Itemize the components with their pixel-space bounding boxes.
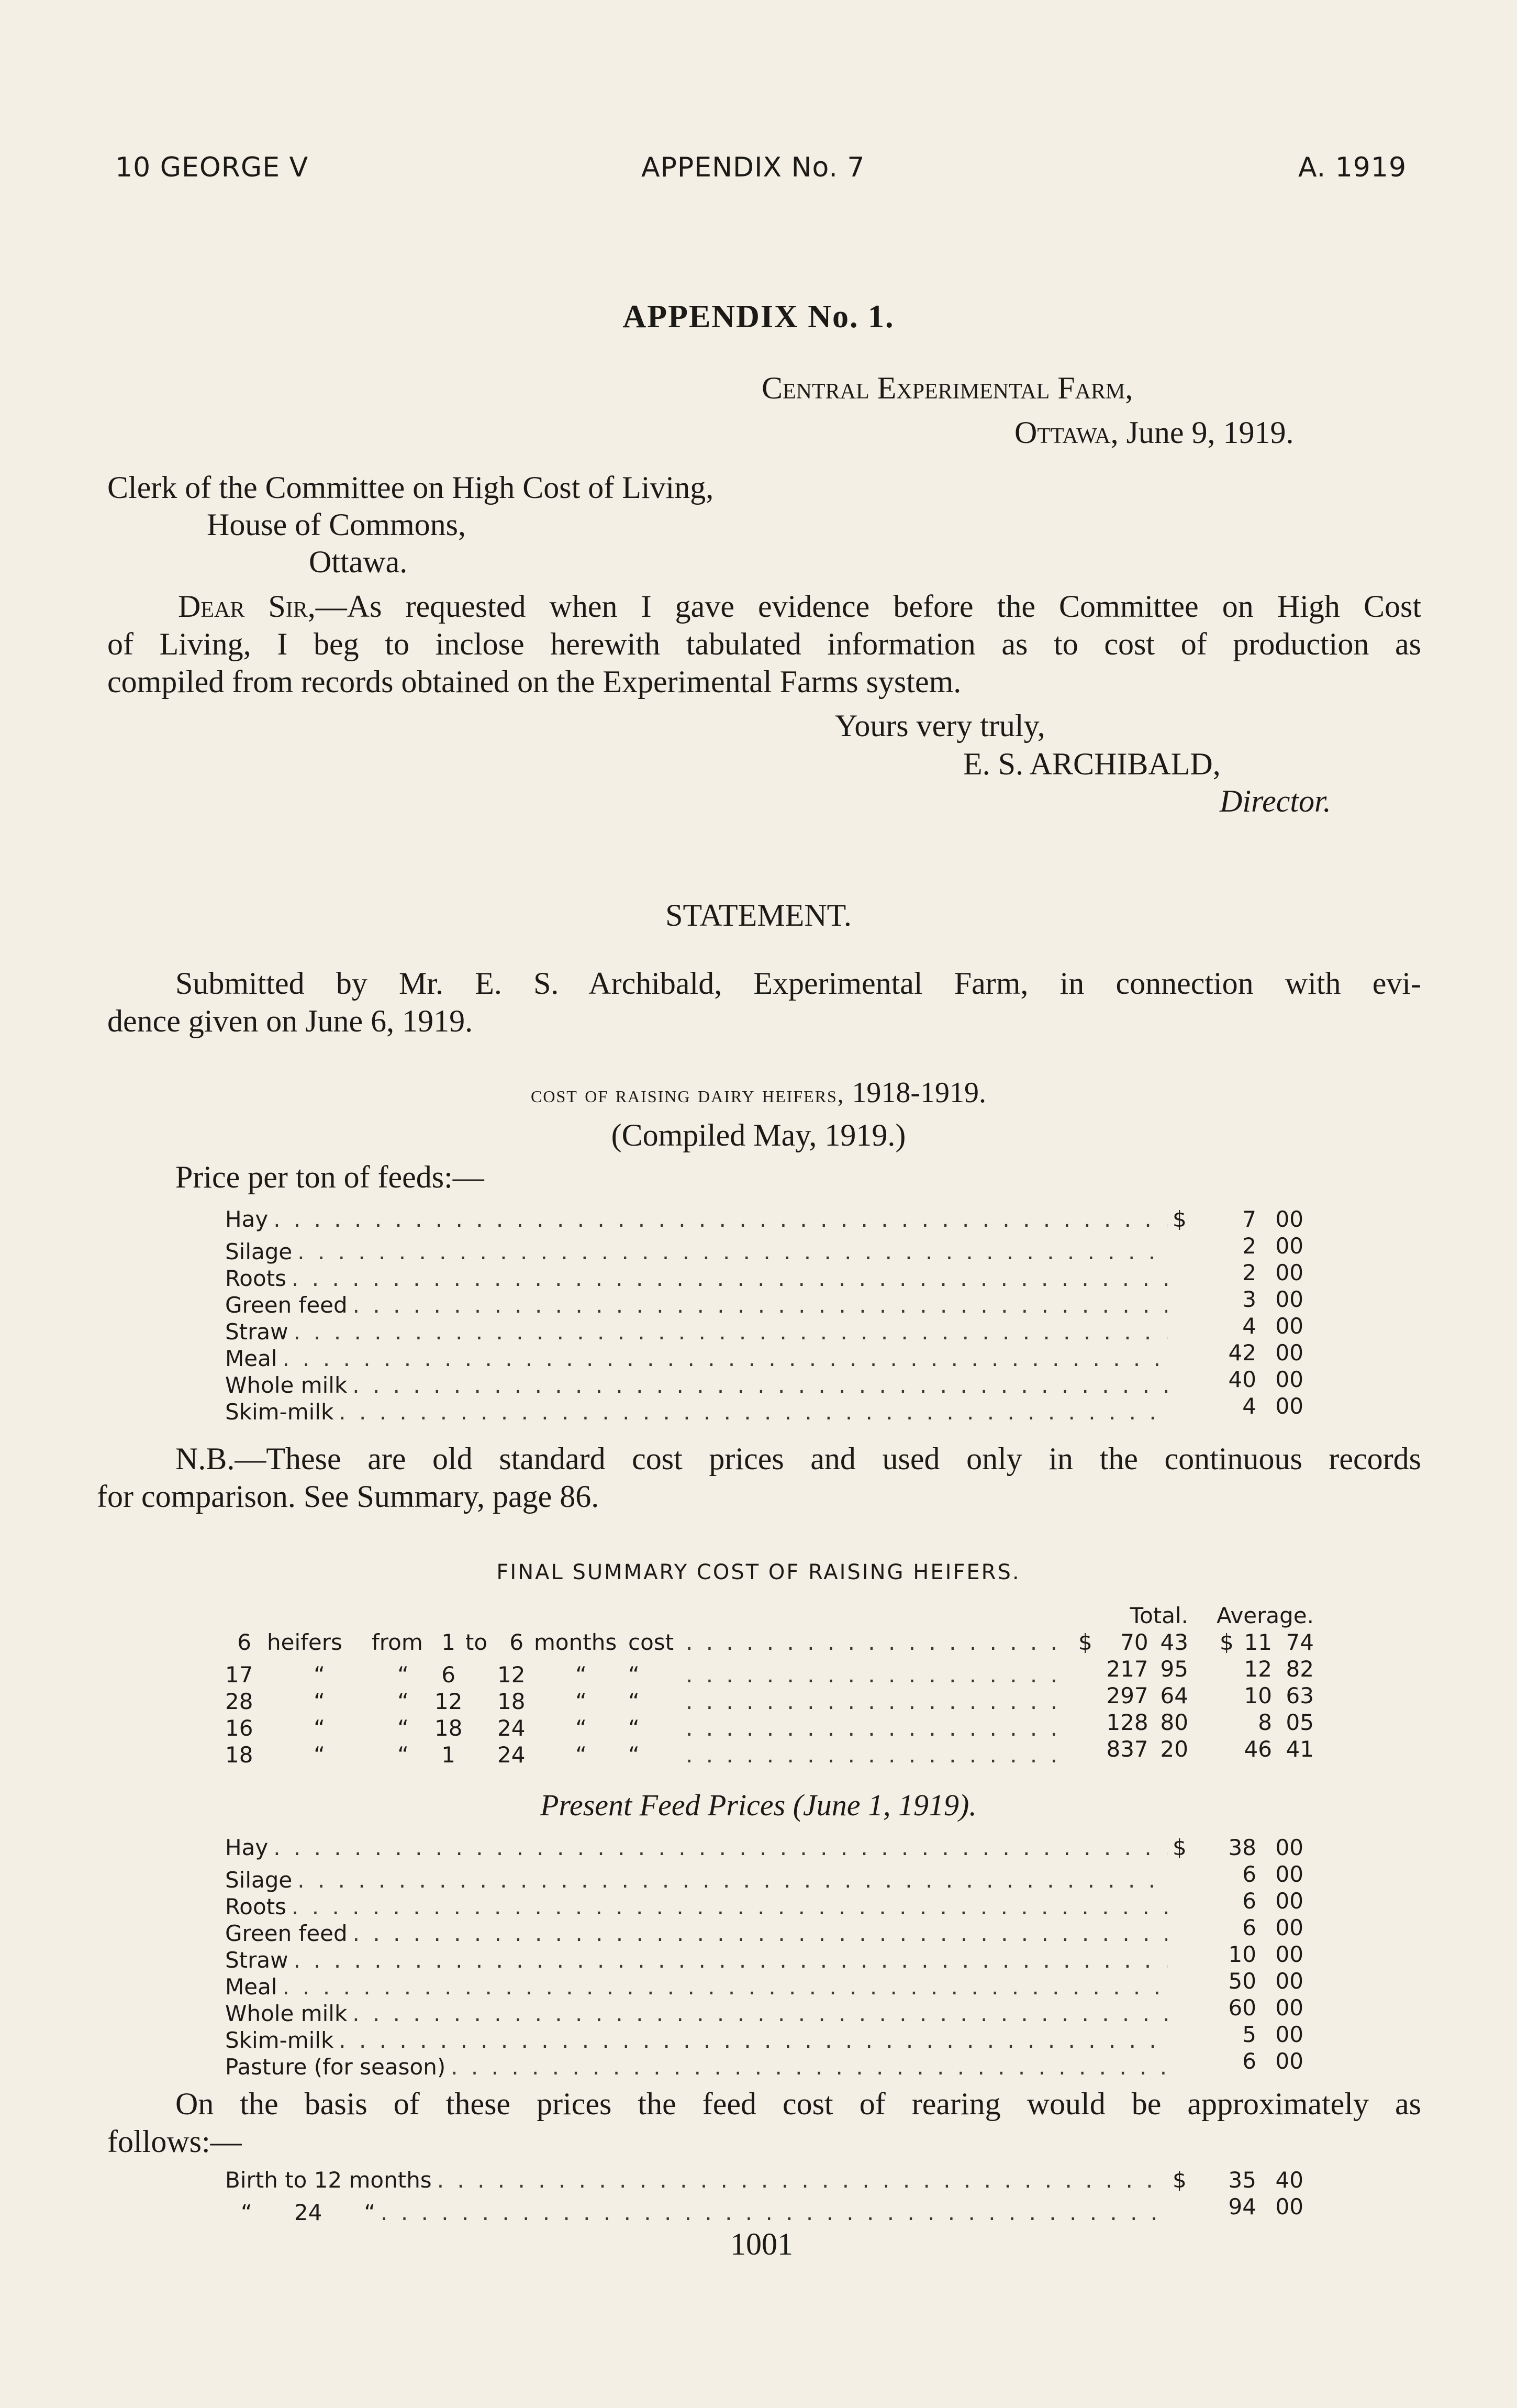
- note-paragraph: [97, 1440, 1421, 1515]
- list-item: [225, 2193, 1303, 2225]
- dollar-sign: [1173, 1861, 1220, 1888]
- price-cents: 00: [1275, 1888, 1303, 1914]
- rearing-period-label: “ 24 “: [241, 2200, 376, 2225]
- average-dollars: 8: [1258, 1710, 1272, 1735]
- price-dollars: 4: [1242, 1393, 1256, 1419]
- dollar-sign: [1173, 1286, 1220, 1313]
- average-dollars: 46: [1244, 1736, 1272, 1762]
- average-column-header: Average.: [1217, 1603, 1314, 1628]
- price-cents: 00: [1275, 1861, 1303, 1887]
- table-row: [225, 1629, 1314, 1656]
- total-cost: [1078, 1709, 1188, 1736]
- dollar-sign: $: [1220, 1629, 1234, 1655]
- letter-body-line3: compiled from records obtained on the Experimental Farms system.: [107, 664, 962, 699]
- ditto-mark: “: [628, 1742, 640, 1768]
- ditto-mark: “: [575, 1689, 587, 1714]
- heifer-count: 18: [225, 1742, 253, 1768]
- ditto-mark: “: [628, 1715, 640, 1741]
- feed-price: [1173, 1888, 1303, 1914]
- list-item: [225, 1834, 1303, 1861]
- total-dollars: 837: [1106, 1736, 1148, 1762]
- letter-closing: Yours very truly,: [835, 708, 1045, 743]
- average-cents: 82: [1286, 1656, 1314, 1682]
- feed-price: [1173, 1259, 1303, 1286]
- cost-dollars: 35: [1228, 2167, 1256, 2193]
- basis-paragraph: [107, 2085, 1421, 2160]
- dollar-sign: [1173, 2021, 1220, 2048]
- statement-intro-line2: dence given on June 6, 1919.: [107, 1004, 473, 1038]
- dollar-sign: [1173, 1968, 1220, 1994]
- feed-label: Silage: [225, 1867, 293, 1893]
- price-cents: 00: [1275, 1367, 1303, 1392]
- cost-section-title: [0, 1076, 1517, 1109]
- list-item: [225, 1206, 1303, 1233]
- dollar-sign: [1078, 1709, 1098, 1736]
- leader-dots: [381, 2199, 1167, 2226]
- heifers-word: heifers: [267, 1629, 342, 1655]
- ditto-mark: “: [397, 1689, 409, 1714]
- total-cost: [1078, 1682, 1188, 1709]
- total-cents: 64: [1160, 1683, 1188, 1708]
- price-dollars: 6: [1242, 1861, 1256, 1887]
- leader-dots: [353, 1292, 1167, 1318]
- average-cents: 74: [1286, 1629, 1314, 1655]
- dollar-sign: $: [1173, 2167, 1187, 2193]
- dollar-sign: [1173, 1941, 1220, 1968]
- dollar-sign: [1173, 1994, 1220, 2021]
- feed-price: [1173, 2048, 1303, 2074]
- price-cents: 00: [1275, 1233, 1303, 1259]
- price-cents: 00: [1275, 1968, 1303, 1994]
- leader-dots: [686, 1688, 1063, 1715]
- price-dollars: 5: [1242, 2022, 1256, 2047]
- age-from: 12: [434, 1689, 463, 1714]
- dollar-sign: [1173, 1914, 1220, 1941]
- price-cents: 00: [1275, 1835, 1303, 1860]
- leader-dots: [297, 1867, 1167, 1893]
- dollar-sign: $: [1173, 1206, 1187, 1232]
- average-cents: 63: [1286, 1683, 1314, 1708]
- age-from: 1: [441, 1629, 455, 1655]
- dollar-sign: [1173, 1259, 1220, 1286]
- leader-dots: [282, 1973, 1167, 2000]
- feed-price: [1173, 1206, 1303, 1233]
- dollar-sign: [1173, 1366, 1220, 1393]
- leader-dots: [352, 2000, 1167, 2027]
- running-header-center: APPENDIX No. 7: [641, 152, 865, 183]
- letter-body-line2: of Living, I beg to inclose herewith tabulated information as to cost of production as: [107, 627, 1421, 661]
- dollar-sign: [1220, 1682, 1241, 1709]
- feed-price: [1173, 1968, 1303, 1994]
- ditto-mark: “: [575, 1662, 587, 1688]
- ditto-mark: “: [575, 1742, 587, 1768]
- price-cents: 00: [1275, 2022, 1303, 2047]
- old-feed-price-list: [225, 1206, 1303, 1425]
- leader-dots: [273, 1834, 1167, 1861]
- list-item: [225, 1861, 1303, 1893]
- feed-price: [1173, 2021, 1303, 2048]
- statement-intro-line1: Submitted by Mr. E. S. Archibald, Experimental Farm, in connection with evi-: [175, 966, 1421, 1001]
- dollar-sign: [1173, 1233, 1220, 1259]
- feed-label: Pasture (for season): [225, 2054, 446, 2080]
- cost-section-title-years: 1918-1919.: [844, 1077, 986, 1109]
- list-item: [225, 2167, 1303, 2193]
- running-header-right: A. 1919: [1298, 152, 1407, 183]
- price-dollars: 40: [1228, 1367, 1256, 1392]
- feed-price: [1173, 1286, 1303, 1313]
- note-line2: for comparison. See Summary, page 86.: [97, 1479, 599, 1514]
- price-dollars: 2: [1242, 1233, 1256, 1259]
- age-from: 1: [441, 1742, 455, 1768]
- price-cents: 00: [1275, 1340, 1303, 1366]
- leader-dots: [339, 1399, 1167, 1425]
- price-dollars: 60: [1228, 1995, 1256, 2021]
- rearing-cost: [1173, 2193, 1303, 2220]
- dollar-sign: [1078, 1656, 1098, 1682]
- heifer-count: 28: [225, 1689, 253, 1714]
- feed-label: Hay: [225, 1835, 269, 1860]
- list-item: [225, 1233, 1303, 1264]
- feed-price: [1173, 1914, 1303, 1941]
- basis-line2: follows:—: [107, 2124, 242, 2159]
- price-cents: 00: [1275, 1206, 1303, 1232]
- feed-label: Whole milk: [225, 2001, 348, 2026]
- appendix-title: APPENDIX No. 1.: [622, 299, 895, 335]
- leader-dots: [353, 1920, 1167, 1947]
- present-prices-title: Present Feed Prices (June 1, 1919).: [540, 1788, 977, 1822]
- letter-from-place: Ottawa,: [1014, 415, 1119, 450]
- feed-label: Straw: [225, 1319, 288, 1345]
- summary-title: FINAL SUMMARY COST OF RAISING HEIFERS.: [496, 1560, 1021, 1584]
- price-cents: 00: [1275, 1393, 1303, 1419]
- from-word: from: [372, 1629, 423, 1655]
- dollar-sign: [1220, 1709, 1241, 1736]
- note-line1: N.B.—These are old standard cost prices and used only in the continuous records: [175, 1441, 1421, 1476]
- leader-dots: [293, 1318, 1167, 1345]
- letter-from-line2: [1014, 414, 1294, 451]
- price-dollars: 6: [1242, 1888, 1256, 1914]
- leader-dots: [686, 1661, 1063, 1688]
- letter-body: [107, 587, 1421, 701]
- average-cents: 41: [1286, 1736, 1314, 1762]
- dollar-sign: $: [1173, 1835, 1187, 1860]
- table-row: [225, 1656, 1314, 1688]
- ditto-mark: “: [314, 1689, 325, 1714]
- price-cents: 00: [1275, 1995, 1303, 2021]
- price-dollars: 6: [1242, 1915, 1256, 1940]
- ditto-mark: “: [397, 1742, 409, 1768]
- statement-heading: STATEMENT.: [665, 898, 852, 933]
- months-word: months: [534, 1629, 617, 1655]
- ditto-mark: “: [314, 1662, 325, 1688]
- age-from: 18: [434, 1715, 463, 1741]
- cost-cents: 00: [1275, 2194, 1303, 2220]
- dollar-sign: [1220, 1656, 1241, 1682]
- rearing-cost-list: [225, 2167, 1303, 2225]
- price-dollars: 6: [1242, 2048, 1256, 2074]
- average-cost: [1188, 1656, 1314, 1682]
- age-to: 6: [509, 1629, 523, 1655]
- feed-label: Straw: [225, 1947, 288, 1973]
- feed-price: [1173, 1861, 1303, 1888]
- dollar-sign: [1173, 1888, 1220, 1914]
- heifer-count: 6: [237, 1629, 251, 1655]
- total-dollars: 70: [1120, 1629, 1148, 1655]
- summary-table: [225, 1602, 1314, 1768]
- feed-label: Meal: [225, 1346, 277, 1371]
- price-dollars: 50: [1228, 1968, 1256, 1994]
- price-dollars: 42: [1228, 1340, 1256, 1366]
- feed-price: [1173, 1233, 1303, 1259]
- average-cost: [1188, 1629, 1314, 1656]
- feed-label: Green feed: [225, 1921, 348, 1946]
- average-cost: [1188, 1736, 1314, 1762]
- letter-addressee-line3: Ottawa.: [309, 545, 408, 579]
- leader-dots: [686, 1715, 1063, 1741]
- feed-label: Meal: [225, 1974, 277, 2000]
- leader-dots: [339, 2027, 1167, 2054]
- heifer-count: 17: [225, 1662, 253, 1688]
- total-cost: [1078, 1656, 1188, 1682]
- letter-from-date: June 9, 1919.: [1118, 415, 1294, 450]
- leader-dots: [282, 1345, 1167, 1372]
- letter-signature-title: Director.: [1220, 784, 1331, 818]
- rearing-period-label: Birth to 12 months: [225, 2167, 432, 2193]
- total-cents: 80: [1160, 1710, 1188, 1735]
- feed-price: [1173, 1941, 1303, 1968]
- dollar-sign: [1220, 1736, 1241, 1762]
- price-dollars: 7: [1242, 1206, 1256, 1232]
- leader-dots: [297, 1238, 1167, 1265]
- leader-dots: [293, 1947, 1167, 1973]
- dollar-sign: [1078, 1736, 1098, 1762]
- feed-price: [1173, 1834, 1303, 1861]
- dollar-sign: [1173, 1313, 1220, 1339]
- age-to: 24: [497, 1742, 526, 1768]
- leader-dots: [292, 1893, 1167, 1920]
- total-dollars: 297: [1106, 1683, 1148, 1708]
- dollar-sign: [1173, 2048, 1220, 2074]
- total-cents: 20: [1160, 1736, 1188, 1762]
- to-word: to: [465, 1629, 488, 1655]
- feed-price: [1173, 1994, 1303, 2021]
- age-to: 12: [497, 1662, 526, 1688]
- feed-label: Green feed: [225, 1292, 348, 1318]
- feed-label: Silage: [225, 1239, 293, 1264]
- dollar-sign: [1078, 1682, 1098, 1709]
- price-cents: 00: [1275, 1915, 1303, 1940]
- price-dollars: 10: [1228, 1941, 1256, 1967]
- heifer-count: 16: [225, 1715, 253, 1741]
- letter-body-line1: [107, 587, 1421, 625]
- price-dollars: 4: [1242, 1313, 1256, 1339]
- price-cents: 00: [1275, 1286, 1303, 1312]
- feed-price: [1173, 1393, 1303, 1419]
- average-dollars: 10: [1244, 1683, 1272, 1708]
- feed-label: Whole milk: [225, 1372, 348, 1398]
- average-cents: 05: [1286, 1710, 1314, 1735]
- leader-dots: [686, 1741, 1063, 1768]
- letter-from-line1: Central Experimental Farm,: [762, 371, 1133, 405]
- leader-dots: [437, 2167, 1167, 2193]
- leader-dots: [292, 1265, 1167, 1292]
- dollar-sign: [1173, 1339, 1220, 1366]
- ditto-mark: “: [575, 1715, 587, 1741]
- ditto-mark: “: [314, 1715, 325, 1741]
- feed-price: [1173, 1339, 1303, 1366]
- leader-dots: [451, 2054, 1167, 2080]
- price-cents: 00: [1275, 2048, 1303, 2074]
- rearing-cost: [1173, 2167, 1303, 2193]
- statement-intro: [107, 964, 1421, 1040]
- leader-dots: [352, 1372, 1167, 1399]
- dollar-sign: $: [1078, 1629, 1092, 1655]
- cost-dollars: 94: [1228, 2194, 1256, 2220]
- total-cents: 43: [1160, 1629, 1188, 1655]
- letter-addressee-line2: House of Commons,: [207, 507, 466, 542]
- feed-label: Skim-milk: [225, 2027, 334, 2053]
- feed-label: Skim-milk: [225, 1399, 334, 1425]
- running-header-left: 10 GEORGE V: [115, 152, 309, 183]
- average-dollars: 11: [1244, 1629, 1272, 1655]
- ditto-mark: “: [628, 1689, 640, 1714]
- age-to: 18: [497, 1689, 526, 1714]
- total-cost: [1078, 1736, 1188, 1762]
- price-cents: 00: [1275, 1313, 1303, 1339]
- total-dollars: 217: [1106, 1656, 1148, 1682]
- average-cost: [1188, 1682, 1314, 1709]
- feed-price: [1173, 1313, 1303, 1339]
- dollar-sign: [1173, 1393, 1220, 1419]
- cost-cents: 40: [1275, 2167, 1303, 2193]
- total-dollars: 128: [1106, 1710, 1148, 1735]
- feed-label: Roots: [225, 1266, 287, 1291]
- total-column-header: Total.: [1130, 1603, 1188, 1628]
- feed-label: Hay: [225, 1206, 269, 1232]
- summary-header-row: [225, 1602, 1314, 1629]
- ditto-mark: “: [314, 1742, 325, 1768]
- price-dollars: 2: [1242, 1260, 1256, 1285]
- present-feed-price-list: [225, 1834, 1303, 2080]
- age-to: 24: [497, 1715, 526, 1741]
- price-cents: 00: [1275, 1941, 1303, 1967]
- cost-word: cost: [628, 1629, 674, 1655]
- cost-section-title-caps: cost of raising dairy heifers,: [531, 1081, 845, 1107]
- price-dollars: 3: [1242, 1286, 1256, 1312]
- price-dollars: 38: [1228, 1835, 1256, 1860]
- total-cost: [1078, 1629, 1188, 1656]
- average-dollars: 12: [1244, 1656, 1272, 1682]
- page-number: 1001: [730, 2227, 793, 2261]
- dollar-sign: [1173, 2193, 1220, 2220]
- ditto-mark: “: [628, 1662, 640, 1688]
- average-cost: [1188, 1709, 1314, 1736]
- basis-line1: On the basis of these prices the feed cost of rearing would be approximately as: [175, 2087, 1421, 2121]
- feed-price: [1173, 1366, 1303, 1393]
- price-cents: 00: [1275, 1260, 1303, 1285]
- letter-signature: E. S. ARCHIBALD,: [963, 747, 1221, 781]
- leader-dots: [686, 1629, 1063, 1656]
- cost-section-compiled: (Compiled May, 1919.): [611, 1118, 906, 1152]
- age-from: 6: [441, 1662, 455, 1688]
- letter-body-text1: —As requested when I gave evidence before the Committee on High Cost: [315, 589, 1421, 624]
- letter-addressee-line1: Clerk of the Committee on High Cost of Living,: [107, 470, 714, 505]
- total-cents: 95: [1160, 1656, 1188, 1682]
- letter-salutation: Dear Sir,: [178, 589, 316, 624]
- feed-label: Roots: [225, 1894, 287, 1919]
- price-per-ton-label: Price per ton of feeds:—: [175, 1160, 484, 1194]
- leader-dots: [273, 1206, 1167, 1233]
- ditto-mark: “: [397, 1662, 409, 1688]
- ditto-mark: “: [397, 1715, 409, 1741]
